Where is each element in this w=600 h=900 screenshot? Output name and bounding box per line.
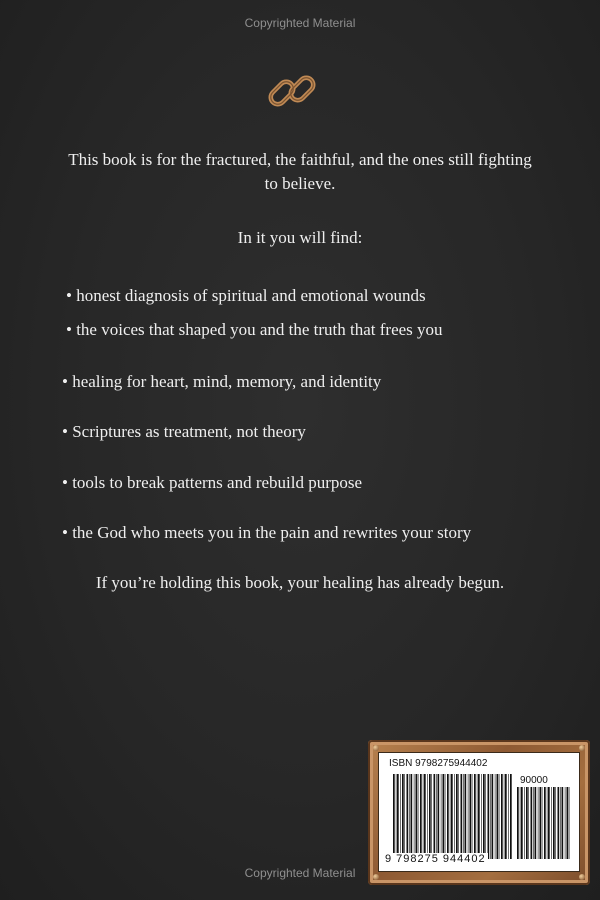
bullet-item: • the God who meets you in the pain and rewrites your story	[62, 523, 472, 542]
barcode-digits: 9 798275 944402	[385, 853, 486, 865]
bullet-item: • Scriptures as treatment, not theory	[62, 422, 306, 441]
watermark-bottom: Copyrighted Material	[244, 866, 356, 880]
watermark-top: Copyrighted Material	[244, 16, 356, 30]
bullet-item: • honest diagnosis of spiritual and emotional wounds	[66, 286, 426, 305]
bullet-item: • tools to break patterns and rebuild purpose	[62, 473, 363, 492]
barcode-bars	[393, 774, 513, 859]
find-heading: In it you will find:	[237, 228, 363, 247]
addon-barcode-bars	[517, 787, 571, 859]
chain-link-icon	[265, 66, 321, 118]
closing-line: If you’re holding this book, your healing has already begun.	[95, 573, 505, 592]
bullet-item: • the voices that shaped you and the truth that frees you	[66, 320, 443, 339]
barcode-card	[378, 752, 580, 872]
isbn-label: ISBN 9798275944402	[389, 758, 488, 769]
bullet-item: • healing for heart, mind, memory, and identity	[62, 372, 382, 391]
price-code: 90000	[520, 775, 548, 786]
intro-paragraph: This book is for the fractured, the faithful, and the ones still fighting to believe.	[68, 150, 532, 193]
